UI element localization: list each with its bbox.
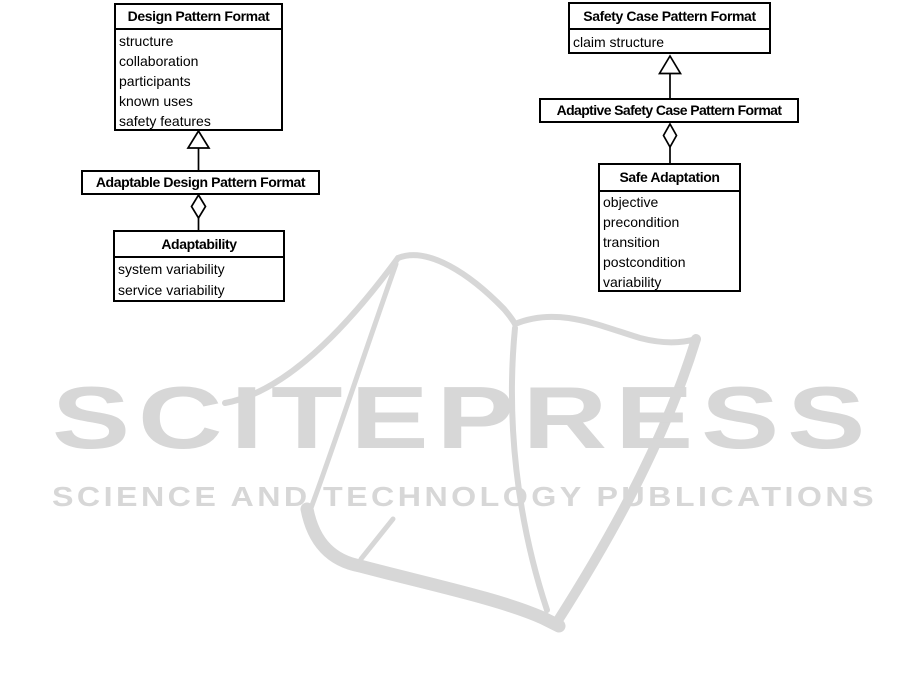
aggregation-diamond	[664, 124, 677, 147]
class-title: Adaptability	[115, 232, 283, 258]
class-title: Adaptive Safety Case Pattern Format	[556, 102, 782, 118]
class-box-adaptability	[113, 230, 285, 302]
attribute-row: transition	[603, 234, 660, 250]
class-title: Design Pattern Format	[116, 5, 281, 30]
attribute-list	[116, 30, 281, 131]
generalization-triangle	[188, 131, 209, 148]
attribute-row: claim structure	[573, 34, 665, 50]
class-title: Adaptable Design Pattern Format	[95, 174, 306, 190]
attribute-row: precondition	[603, 214, 680, 230]
attribute-list	[115, 258, 283, 301]
attribute-row: participants	[119, 73, 191, 89]
attribute-row: collaboration	[119, 53, 199, 69]
class-title: Safe Adaptation	[600, 165, 739, 192]
attribute-row: structure	[119, 33, 174, 49]
attribute-row: service variability	[118, 282, 225, 298]
attribute-row: known uses	[119, 93, 193, 109]
class-box-adaptable-design-pattern-format	[81, 170, 320, 195]
attribute-row: objective	[603, 194, 659, 210]
attribute-row: system variability	[118, 261, 225, 277]
attribute-list	[570, 30, 769, 52]
attribute-list	[600, 192, 739, 292]
class-box-safety-case-pattern-format	[568, 2, 771, 54]
watermark-logo-text: SCITEPRESS	[52, 368, 874, 467]
class-box-adaptive-safety-case-pattern-format	[539, 98, 799, 123]
class-box-design-pattern-format	[114, 3, 283, 131]
class-box-safe-adaptation	[598, 163, 741, 292]
watermark-caption-text: SCIENCE AND TECHNOLOGY PUBLICATIONS	[52, 481, 878, 512]
aggregation-diamond	[192, 195, 206, 218]
class-title: Safety Case Pattern Format	[570, 4, 769, 30]
generalization-triangle	[660, 56, 681, 74]
attribute-row: variability	[603, 274, 662, 290]
attribute-row: safety features	[119, 113, 211, 129]
attribute-row: postcondition	[603, 254, 686, 270]
